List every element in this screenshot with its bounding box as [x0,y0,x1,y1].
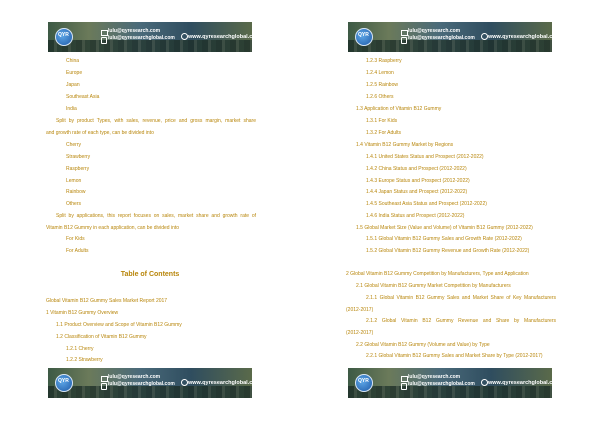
toc-entry[interactable]: 1.4.2 China Status and Prospect (2012-2022) [366,166,467,172]
website-link[interactable]: www.qyresearchglobal.com [188,34,261,40]
toc-entry[interactable]: 1.5 Global Market Size (Value and Volume) of Vitamin B12 Gummy (2012-2022) [356,225,533,231]
contact-phone[interactable]: lulu@qyresearchglobal.com [408,381,475,387]
website-link[interactable]: www.qyresearchglobal.com [488,380,561,386]
toc-entry[interactable]: 1.2.6 Others [366,94,394,100]
type-item: Others [66,201,82,207]
globe-icon [181,33,188,40]
contact-info [108,374,175,388]
mail-icon [401,376,408,382]
toc-entry[interactable]: 2.2 Global Vitamin B12 Gummy (Volume and Value) by Type [356,342,490,348]
contact-email[interactable]: lulu@qyresearch.com [108,28,161,34]
region-item: Europe [66,70,83,76]
toc-entry[interactable]: 1.4 Vitamin B12 Gummy Market by Regions [356,142,454,148]
toc-entry[interactable]: 1.3 Application of Vitamin B12 Gummy [356,106,442,112]
toc-entry-continued[interactable]: (2012-2017) [346,307,374,313]
toc-entry[interactable]: 1.3.2 For Adults [366,130,402,136]
contact-info [108,28,175,42]
type-item: Lemon [66,178,82,184]
globe-icon [181,379,188,386]
type-item: Raspberry [66,166,90,172]
application-item: For Adults [66,248,89,254]
phone-icon [401,37,407,44]
application-intro-line1: Split by applications, this report focuses on sales, market share and growth rate of [56,213,256,219]
toc-entry[interactable]: 1.2.3 Raspberry [366,58,402,64]
footer-banner [348,368,561,398]
contact-email[interactable]: lulu@qyresearch.com [408,374,461,380]
toc-entry[interactable]: 2.2.1 Global Vitamin B12 Gummy Sales and Market Share by Type (2012-2017) [366,353,543,359]
region-item: China [66,58,80,64]
toc-entry[interactable]: 1.4.4 Japan Status and Prospect (2012-2022) [366,189,468,195]
logo-text: QYR [358,32,369,38]
product-intro-line2: and growth rate of each type, can be divided into [46,130,154,136]
type-item: Strawberry [66,154,91,160]
right-page [300,0,600,424]
phone-icon [101,37,107,44]
website-link[interactable]: www.qyresearchglobal.com [488,34,561,40]
contact-info [408,374,475,388]
toc-entry[interactable]: 1.2 Classification of Vitamin B12 Gummy [56,334,147,340]
toc-entry[interactable]: 1.2.4 Lemon [366,70,394,76]
globe-icon [481,33,488,40]
toc-title: Table of Contents [120,271,180,278]
toc-entry[interactable]: 1 Vitamin B12 Gummy Overview [46,310,119,316]
toc-entry[interactable]: 1.3.1 For Kids [366,118,398,124]
toc-entry[interactable]: 1.4.5 Southeast Asia Status and Prospect (2012-2022) [366,201,487,207]
toc-entry-continued[interactable]: (2012-2017) [346,330,374,336]
contact-email[interactable]: lulu@qyresearch.com [108,374,161,380]
website-link[interactable]: www.qyresearchglobal.com [188,380,261,386]
contact-phone[interactable]: lulu@qyresearchglobal.com [408,35,475,41]
contact-email[interactable]: lulu@qyresearch.com [408,28,461,34]
region-item: India [66,106,77,112]
type-item: Rainbow [66,189,86,195]
toc-entry[interactable]: 1.1 Product Overview and Scope of Vitamin B12 Gummy [56,322,182,328]
toc-entry[interactable]: 2 Global Vitamin B12 Gummy Competition by Manufacturers, Type and Application [346,271,529,277]
mail-icon [101,376,108,382]
toc-entry[interactable]: 1.2.1 Cherry [66,346,94,352]
header-banner [48,22,261,52]
toc-entry[interactable]: 2.1 Global Vitamin B12 Gummy Market Competition by Manufacturers [356,283,511,289]
toc-entry[interactable]: 2.1.1 Global Vitamin B12 Gummy Sales and Market Share of Key Manufacturers [366,295,556,301]
globe-icon [481,379,488,386]
contact-phone[interactable]: lulu@qyresearchglobal.com [108,381,175,387]
toc-entry[interactable]: 1.5.2 Global Vitamin B12 Gummy Revenue and Growth Rate (2012-2022) [366,248,530,254]
logo-text: QYR [58,32,69,38]
region-item: Southeast Asia [66,94,100,100]
toc-entry[interactable]: 1.2.5 Rainbow [366,82,398,88]
toc-entry[interactable]: 1.5.1 Global Vitamin B12 Gummy Sales and Growth Rate (2012-2022) [366,236,522,242]
toc-entry[interactable]: 1.2.2 Strawberry [66,357,103,363]
product-intro-line1: Split by product Types, with sales, revenue, price and gross margin, market share [56,118,256,124]
phone-icon [401,383,407,390]
logo-text: QYR [358,378,369,384]
toc-entry[interactable]: 1.4.3 Europe Status and Prospect (2012-2022) [366,178,470,184]
contact-phone[interactable]: lulu@qyresearchglobal.com [108,35,175,41]
toc-entry[interactable]: 2.1.2 Global Vitamin B12 Gummy Revenue and Share by Manufacturers [366,318,556,324]
toc-entry[interactable]: 1.4.1 United States Status and Prospect (2012-2022) [366,154,484,160]
mail-icon [401,30,408,36]
logo-text: QYR [58,378,69,384]
mail-icon [101,30,108,36]
toc-entry[interactable]: Global Vitamin B12 Gummy Sales Market Report 2017 [46,298,168,304]
header-banner [348,22,561,52]
type-item: Cherry [66,142,82,148]
contact-info [408,28,475,42]
application-intro-line2: Vitamin B12 Gummy in each application, can be divided into [46,225,180,231]
application-item: For Kids [66,236,85,242]
toc-entry[interactable]: 1.4.6 India Status and Prospect (2012-2022) [366,213,465,219]
footer-banner [48,368,261,398]
phone-icon [101,383,107,390]
region-item: Japan [66,82,80,88]
